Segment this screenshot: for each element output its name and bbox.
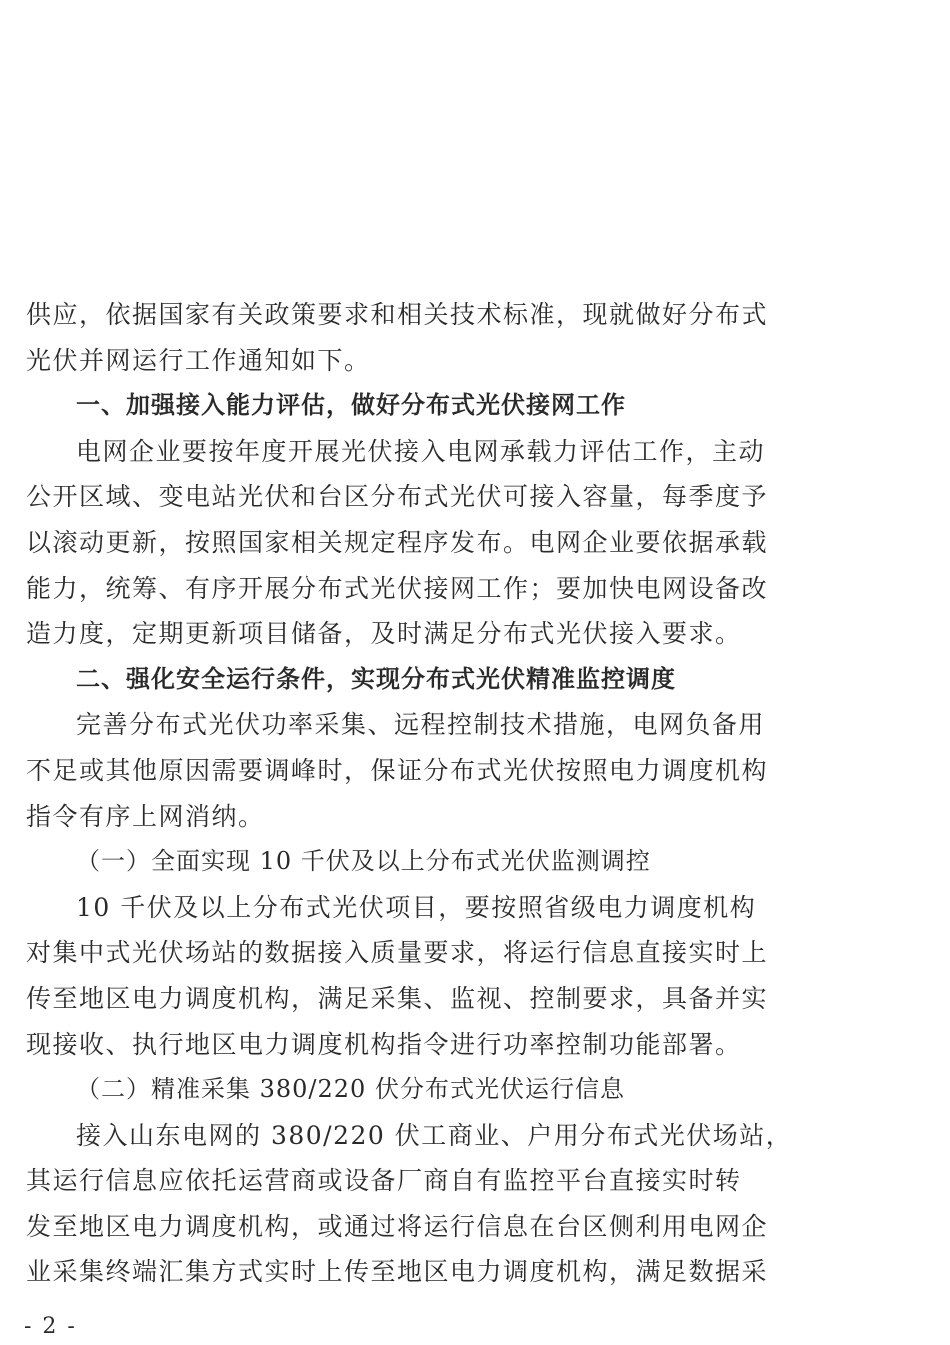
page-number: - 2 - bbox=[24, 1314, 77, 1339]
paragraph-line: 光伏并网运行工作通知如下。 bbox=[26, 345, 371, 375]
paragraph-line: 公开区域、变电站光伏和台区分布式光伏可接入容量，每季度予 bbox=[26, 482, 769, 512]
paragraph-line: 10 千伏及以上分布式光伏项目，要按照省级电力调度机构 bbox=[76, 892, 757, 922]
paragraph-line: 供应，依据国家有关政策要求和相关技术标准，现就做好分布式 bbox=[26, 300, 769, 329]
paragraph-line: 传至地区电力调度机构，满足采集、监视、控制要求，具备并实 bbox=[26, 983, 769, 1013]
paragraph-line: 其运行信息应依托运营商或设备厂商自有监控平台直接实时转 bbox=[26, 1166, 742, 1196]
paragraph-line: 现接收、执行地区电力调度机构指令进行功率控制功能部署。 bbox=[26, 1029, 742, 1059]
paragraph-line: 对集中式光伏场站的数据接入质量要求，将运行信息直接实时上 bbox=[26, 938, 769, 968]
paragraph-line: 造力度，定期更新项目储备，及时满足分布式光伏接入要求。 bbox=[26, 619, 742, 649]
section-heading: 一、加强接入能力评估，做好分布式光伏接网工作 bbox=[76, 391, 626, 420]
paragraph-line: 完善分布式光伏功率采集、远程控制技术措施，电网负备用 bbox=[76, 710, 766, 740]
section-heading: 二、强化安全运行条件，实现分布式光伏精准监控调度 bbox=[76, 664, 676, 693]
paragraph-line: 不足或其他原因需要调峰时，保证分布式光伏按照电力调度机构 bbox=[26, 755, 769, 785]
paragraph-line: 能力，统筹、有序开展分布式光伏接网工作；要加快电网设备改 bbox=[26, 573, 769, 603]
subsection-heading: （一）全面实现 10 千伏及以上分布式光伏监测调控 bbox=[76, 847, 651, 876]
paragraph-line: 指令有序上网消纳。 bbox=[26, 801, 265, 831]
document-body bbox=[26, 292, 793, 1295]
paragraph-line: 接入山东电网的 380/220 伏工商业、户用分布式光伏场站， bbox=[76, 1120, 793, 1150]
paragraph-line: 电网企业要按年度开展光伏接入电网承载力评估工作，主动 bbox=[76, 436, 766, 466]
paragraph-line: 发至地区电力调度机构，或通过将运行信息在台区侧利用电网企 bbox=[26, 1211, 769, 1241]
subsection-heading: （二）精准采集 380/220 伏分布式光伏运行信息 bbox=[76, 1075, 625, 1104]
paragraph-line: 以滚动更新，按照国家相关规定程序发布。电网企业要依据承载 bbox=[26, 527, 769, 557]
paragraph-line: 业采集终端汇集方式实时上传至地区电力调度机构，满足数据采 bbox=[26, 1257, 769, 1287]
